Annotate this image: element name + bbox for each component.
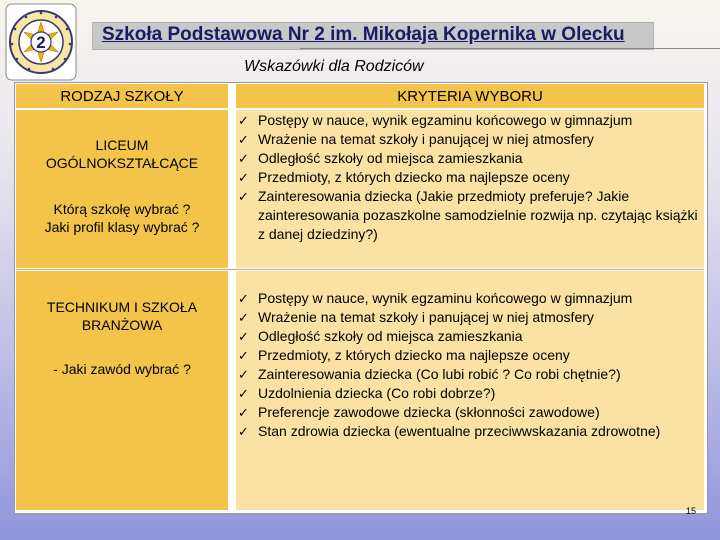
row-1-questions [16, 200, 228, 236]
school-type-line: OGÓLNOKSZTAŁCĄCE [45, 155, 199, 171]
row-1-school-type [16, 136, 228, 172]
checkmark-icon: ✓ [238, 151, 249, 166]
list-item [238, 365, 702, 384]
checkmark-icon: ✓ [238, 132, 249, 147]
question-line: Którą szkołę wybrać ? [53, 201, 191, 217]
logo-number: 2 [36, 33, 46, 52]
checkmark-icon: ✓ [238, 310, 249, 325]
column-header-criteria: KRYTERIA WYBORU [236, 84, 704, 108]
question-line: Jaki profil klasy wybrać ? [44, 219, 200, 235]
row-divider [16, 269, 704, 270]
page-number: 15 [686, 506, 697, 516]
school-type-line: BRANŻOWA [81, 317, 163, 333]
row-1-criteria-list [238, 111, 702, 244]
checkmark-icon: ✓ [238, 386, 249, 401]
list-item [238, 130, 702, 149]
list-item [238, 289, 702, 308]
question-line: - Jaki zawód wybrać ? [53, 361, 191, 377]
checkmark-icon: ✓ [238, 189, 249, 204]
title-divider [300, 48, 720, 49]
list-item [238, 149, 702, 168]
criterion-text: Stan zdrowia dziecka (ewentualne przeciwwskazania zdrowotne) [258, 423, 661, 439]
row-2-criteria-list [238, 289, 702, 441]
row-2-questions [16, 360, 228, 378]
criterion-text: Odległość szkoły od miejsca zamieszkania [258, 150, 523, 166]
criterion-text: Zainteresowania dziecka (Jakie przedmioty preferuje? Jakie zainteresowania pozaszkolne samodzielnie rozwija np. czytając książki z danej dziedziny?) [258, 188, 698, 242]
school-type-line: LICEUM [95, 137, 149, 153]
checkmark-icon: ✓ [238, 329, 249, 344]
list-item [238, 422, 702, 441]
criterion-text: Uzdolnienia dziecka (Co robi dobrze?) [258, 385, 496, 401]
criterion-text: Wrażenie na temat szkoły i panującej w niej atmosfery [258, 309, 594, 325]
list-item [238, 111, 702, 130]
list-item [238, 168, 702, 187]
checkmark-icon: ✓ [238, 170, 249, 185]
checkmark-icon: ✓ [238, 113, 249, 128]
checkmark-icon: ✓ [238, 348, 249, 363]
criterion-text: Przedmioty, z których dziecko ma najlepsze oceny [258, 169, 570, 185]
row-2-school-type [16, 298, 228, 334]
criterion-text: Przedmioty, z których dziecko ma najlepsze oceny [258, 347, 570, 363]
page-subtitle: Wskazówki dla Rodziców [244, 58, 424, 75]
checkmark-icon: ✓ [238, 424, 249, 439]
list-item [238, 384, 702, 403]
criterion-text: Preferencje zawodowe dziecka (skłonności zawodowe) [258, 404, 600, 420]
criterion-text: Zainteresowania dziecka (Co lubi robić ? Co robi chętnie?) [258, 366, 621, 382]
school-logo [4, 2, 78, 82]
list-item [238, 403, 702, 422]
criterion-text: Wrażenie na temat szkoły i panującej w niej atmosfery [258, 131, 594, 147]
list-item [238, 346, 702, 365]
list-item [238, 308, 702, 327]
row-1-school-cell [16, 110, 228, 268]
checkmark-icon: ✓ [238, 367, 249, 382]
criterion-text: Postępy w nauce, wynik egzaminu końcowego w gimnazjum [258, 290, 633, 306]
page-title: Szkoła Podstawowa Nr 2 im. Mikołaja Kopernika w Olecku [102, 24, 625, 45]
list-item [238, 187, 702, 244]
list-item [238, 327, 702, 346]
criterion-text: Postępy w nauce, wynik egzaminu końcowego w gimnazjum [258, 112, 633, 128]
checkmark-icon: ✓ [238, 291, 249, 306]
school-type-line: TECHNIKUM I SZKOŁA [46, 299, 198, 315]
checkmark-icon: ✓ [238, 405, 249, 420]
criterion-text: Odległość szkoły od miejsca zamieszkania [258, 328, 523, 344]
column-header-school-type: RODZAJ SZKOŁY [16, 84, 228, 108]
